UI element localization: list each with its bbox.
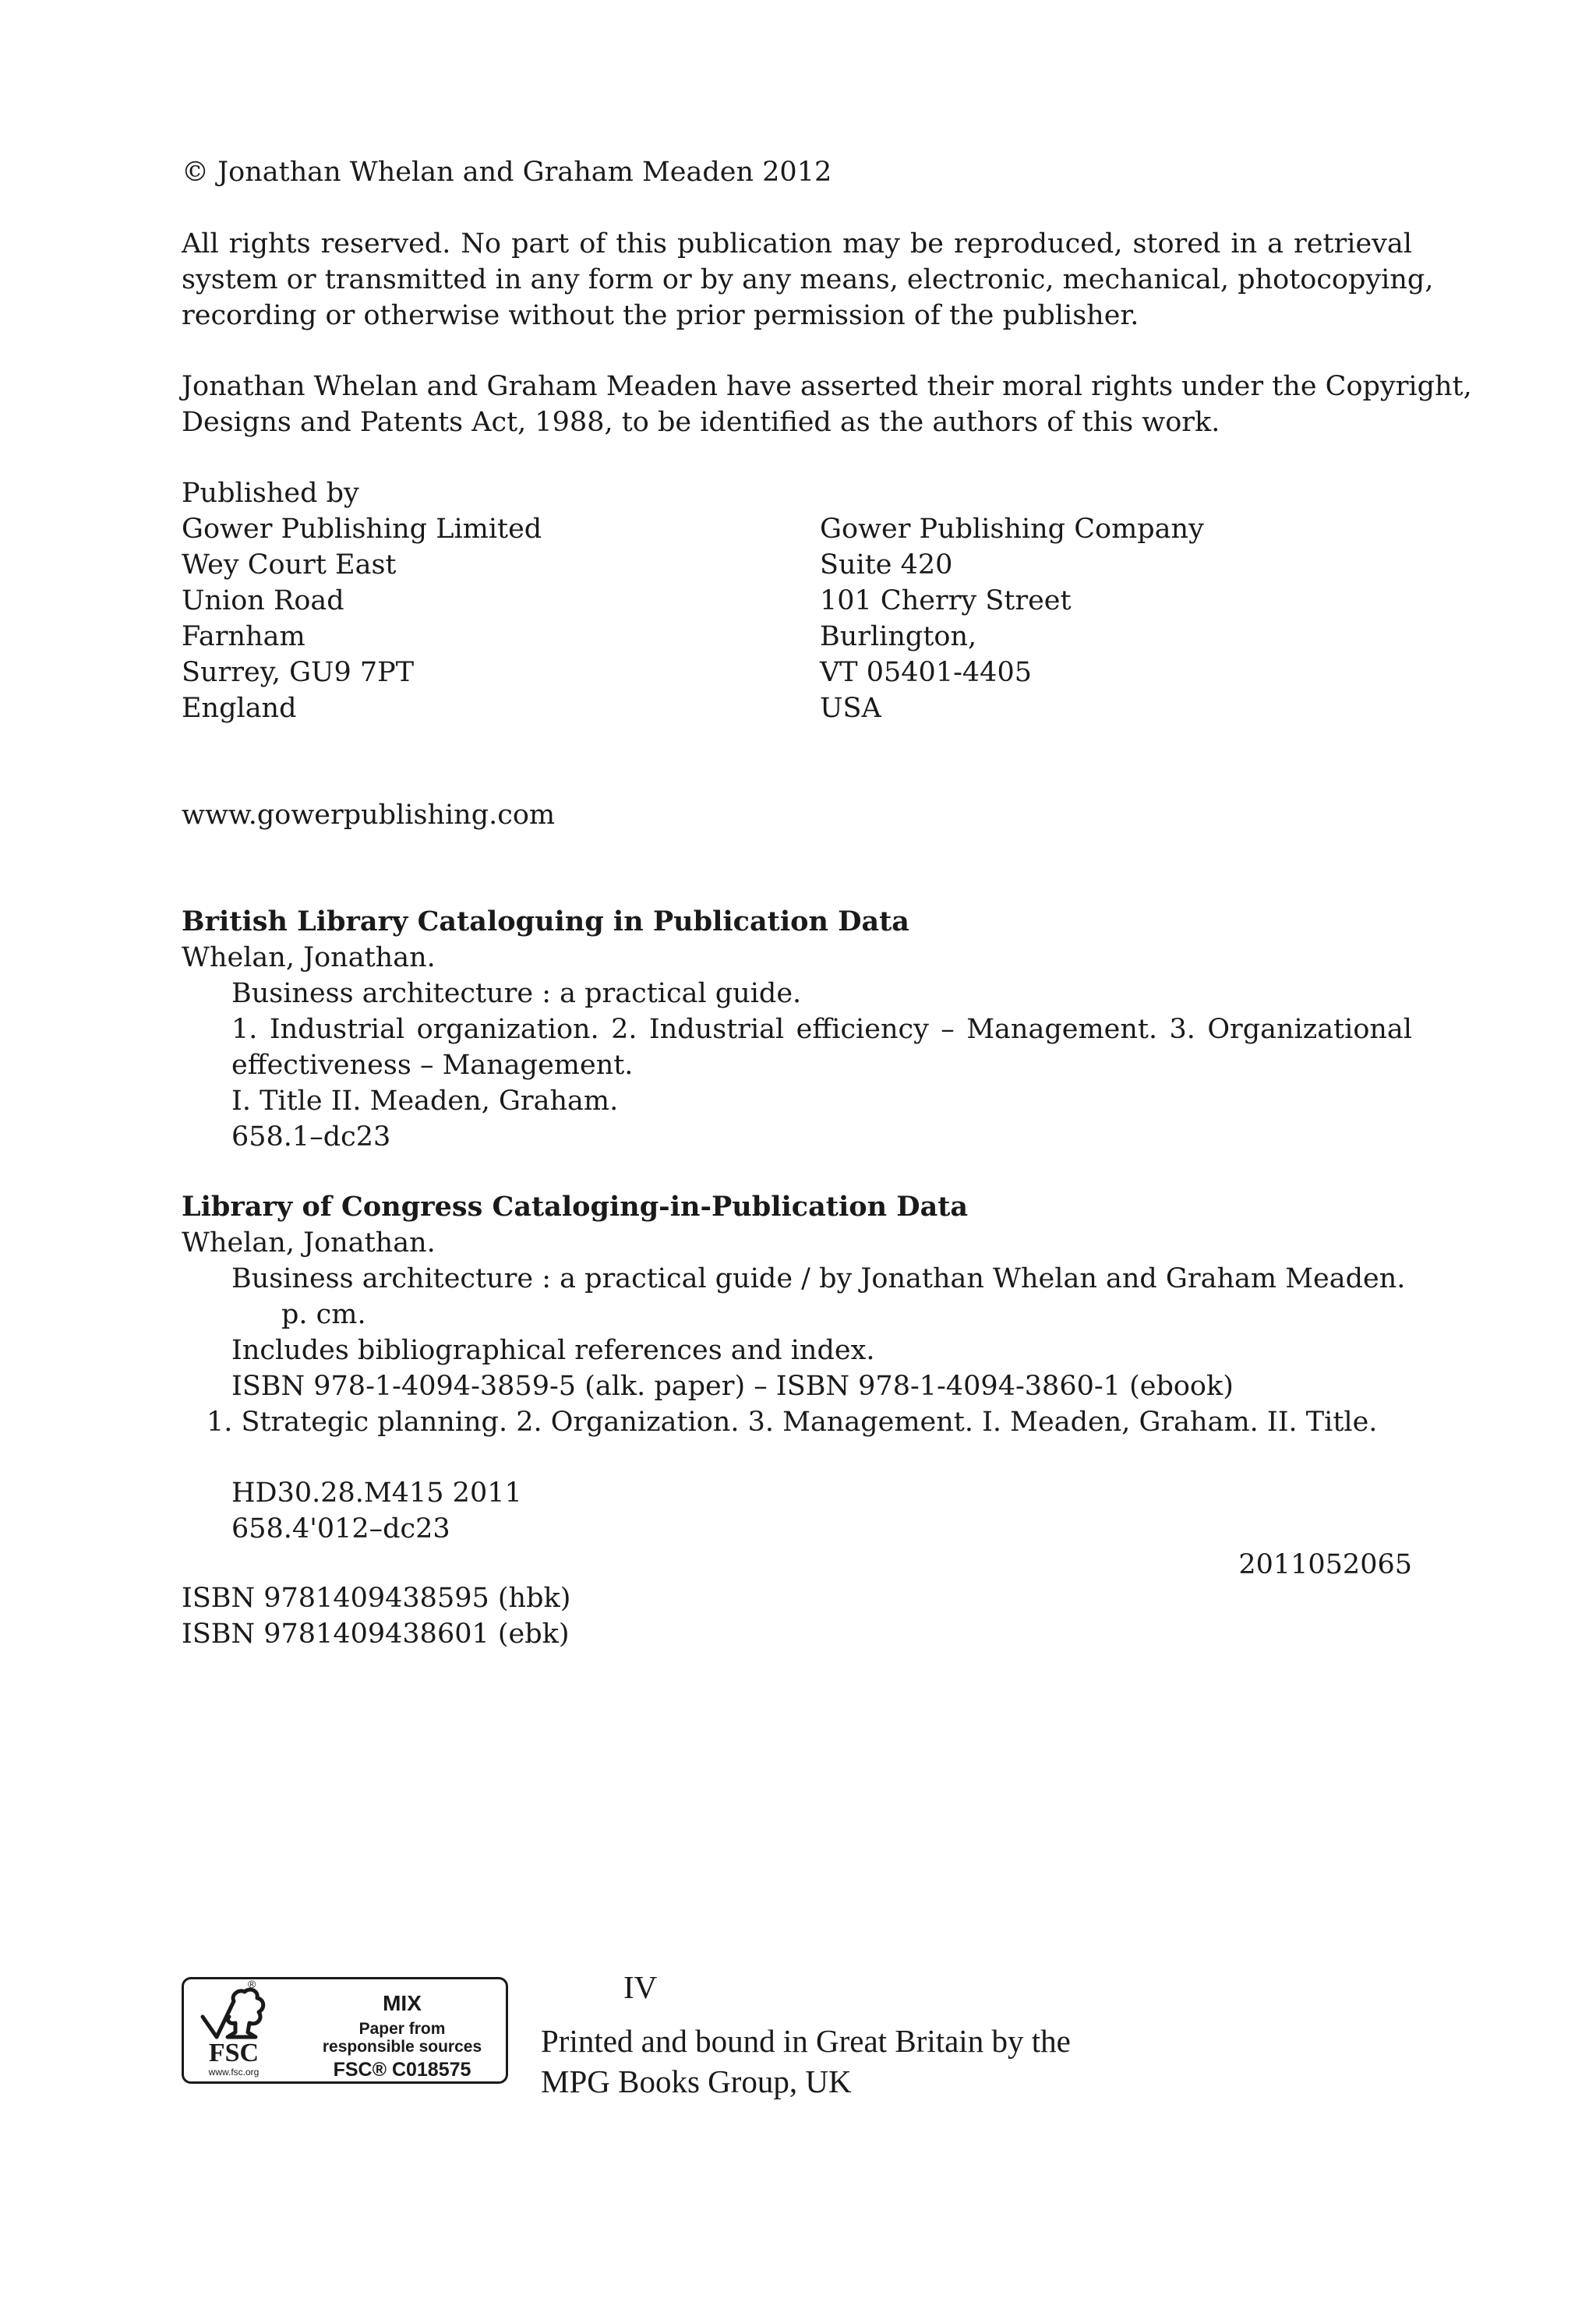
loc-cip-author: Whelan, Jonathan. <box>182 1227 436 1259</box>
printer-line-1: Printed and bound in Great Britain by the <box>541 2023 1071 2059</box>
bl-cip-added-entries: I. Title II. Meaden, Graham. <box>231 1086 619 1117</box>
address-us-line: Gower Publishing Company <box>820 514 1204 545</box>
loc-cip-extent: p. cm. <box>281 1299 366 1330</box>
loc-cip-title: Business architecture : a practical guide / by Jonathan Whelan and Graham Meaden. <box>231 1263 1406 1294</box>
copyright-line: © Jonathan Whelan and Graham Meaden 2012 <box>182 157 832 188</box>
address-uk-line: Wey Court East <box>182 549 397 581</box>
rights-line-3: recording or otherwise without the prior permission of the publisher. <box>182 300 1139 331</box>
rights-line-2: system or transmitted in any form or by any means, electronic, mechanical, photocopying, <box>182 264 1434 295</box>
bl-cip-author: Whelan, Jonathan. <box>182 942 436 973</box>
bl-cip-title: Business architecture : a practical guide. <box>231 978 802 1009</box>
loc-cip-heading: Library of Congress Cataloging-in-Publication Data <box>182 1191 969 1223</box>
address-us-line: Suite 420 <box>820 549 953 581</box>
isbn-ebook: ISBN 9781409438601 (ebk) <box>182 1619 570 1650</box>
bl-cip-classification: 658.1–dc23 <box>231 1121 391 1153</box>
isbn-hardback: ISBN 9781409438595 (hbk) <box>182 1583 571 1614</box>
loc-cip-classification: 658.4'012–dc23 <box>231 1513 450 1545</box>
fsc-url: www.fsc.org <box>208 2067 260 2078</box>
address-uk-line: Surrey, GU9 7PT <box>182 657 415 688</box>
address-us-line: VT 05401-4405 <box>820 657 1032 688</box>
address-uk-line: Farnham <box>182 621 305 652</box>
printer-line-2: MPG Books Group, UK <box>541 2064 852 2099</box>
address-us-line: 101 Cherry Street <box>820 585 1072 616</box>
address-uk-line: England <box>182 693 297 724</box>
fsc-logo <box>182 1977 508 2084</box>
bl-cip-subjects-cont: effectiveness – Management. <box>231 1050 634 1081</box>
moral-rights-line-1: Jonathan Whelan and Graham Meaden have asserted their moral rights under the Copyright, <box>182 371 1472 402</box>
address-us-line: USA <box>820 693 881 724</box>
fsc-paper-line-2: responsible sources <box>322 2038 482 2056</box>
loc-cip-call-number: HD30.28.M415 2011 <box>231 1477 522 1509</box>
rights-line-1: All rights reserved. No part of this publication may be reproduced, stored in a retrieval <box>182 228 1412 259</box>
address-uk-line: Union Road <box>182 585 344 616</box>
address-uk-line: Gower Publishing Limited <box>182 514 542 545</box>
fsc-mark: FSC <box>208 2039 260 2067</box>
fsc-license: FSC® C018575 <box>333 2059 471 2081</box>
registered-mark: ® <box>248 1978 256 1990</box>
loc-cip-isbn: ISBN 978-1-4094-3859-5 (alk. paper) – ISBN 978-1-4094-3860-1 (ebook) <box>231 1371 1234 1402</box>
address-us-line: Burlington, <box>820 621 977 652</box>
bl-cip-heading: British Library Cataloguing in Publication Data <box>182 906 909 937</box>
fsc-paper-line-1: Paper from <box>358 2020 446 2038</box>
loc-cip-notes: Includes bibliographical references and index. <box>231 1335 875 1366</box>
loc-cip-subjects: 1. Strategic planning. 2. Organization. 3. Management. I. Meaden, Graham. II. Title. <box>207 1407 1378 1438</box>
loc-cip-lccn: 2011052065 <box>1238 1549 1412 1580</box>
published-by-label: Published by <box>182 478 359 509</box>
fsc-mix: MIX <box>383 1991 422 2015</box>
bl-cip-subjects: 1. Industrial organization. 2. Industrial efficiency – Management. 3. Organizational <box>231 1014 1412 1045</box>
website-link: www.gowerpublishing.com <box>182 800 556 831</box>
page-number: IV <box>623 1969 658 2005</box>
moral-rights-line-2: Designs and Patents Act, 1988, to be identified as the authors of this work. <box>182 407 1220 438</box>
